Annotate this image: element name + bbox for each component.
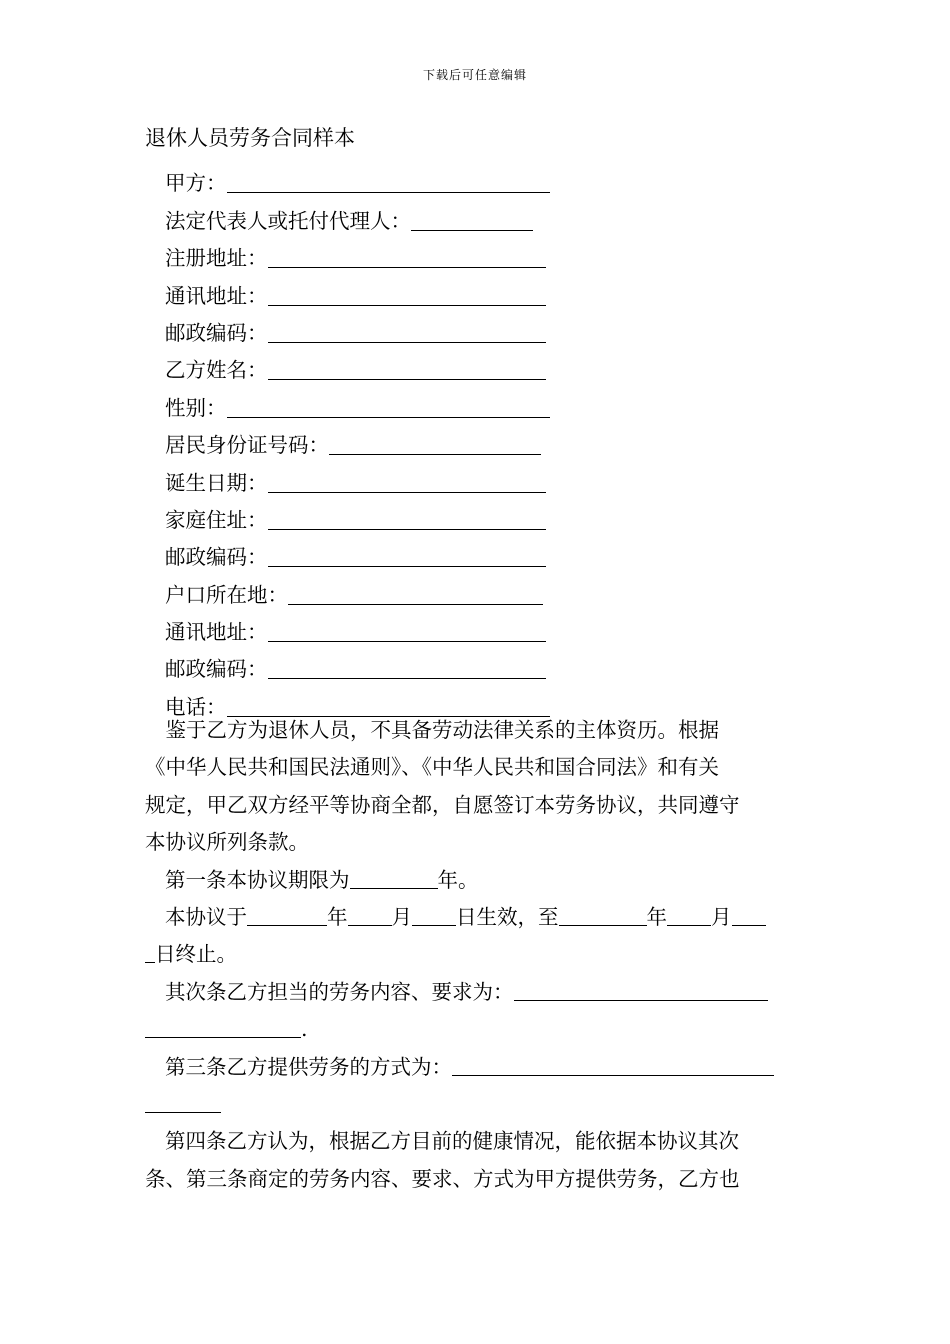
validity-text: 日生效，至 — [456, 904, 559, 929]
field-label: 法定代表人或托付代理人： — [165, 208, 411, 233]
preamble-line: 规定，甲乙双方经平等协商全都，自愿签订本劳务协议，共同遵守 — [145, 792, 740, 817]
field-label: 甲方： — [165, 171, 227, 196]
article-2 — [145, 974, 807, 1011]
field-party-a — [165, 160, 550, 197]
validity-text: 月 — [711, 904, 732, 929]
field-label: 通讯地址： — [165, 620, 268, 645]
field-legal-representative — [165, 197, 550, 234]
preamble-line: 本协议所列条款。 — [145, 830, 309, 855]
article-2-text: 其次条乙方担当的劳务内容、要求为： — [165, 979, 514, 1004]
article-4-line: 第四条乙方认为，根据乙方目前的健康情况，能依据本协议其次 — [165, 1129, 739, 1154]
fill-blank[interactable] — [268, 320, 546, 343]
field-label: 家庭住址： — [165, 507, 268, 532]
end-day-blank-cont[interactable] — [145, 940, 155, 963]
field-label: 邮政编码： — [165, 320, 268, 345]
article-2-end: . — [301, 1017, 308, 1042]
end-day-blank[interactable] — [732, 903, 766, 926]
article-3-text: 第三条乙方提供劳务的方式为： — [165, 1054, 452, 1079]
validity-text: 日终止。 — [155, 942, 237, 967]
field-mailing-address — [165, 272, 550, 309]
article-1 — [145, 862, 807, 899]
field-gender — [165, 384, 550, 421]
field-registered-address — [165, 235, 550, 272]
field-label: 邮政编码： — [165, 657, 268, 682]
field-home-address — [165, 497, 550, 534]
term-years-blank[interactable] — [350, 866, 438, 889]
labor-content-blank-cont[interactable] — [145, 1015, 301, 1038]
field-postal-code — [165, 310, 550, 347]
fill-blank[interactable] — [268, 507, 546, 530]
document-title: 退休人员劳务合同样本 — [145, 126, 355, 150]
preamble-line: 鉴于乙方为退休人员，不具备劳动法律关系的主体资历。根据 — [145, 718, 719, 742]
party-info-fields — [165, 160, 550, 721]
article-2-cont — [145, 1011, 807, 1048]
fill-blank[interactable] — [268, 656, 546, 679]
fill-blank[interactable] — [268, 245, 546, 268]
field-label: 性别： — [165, 395, 227, 420]
validity-line-2 — [145, 936, 807, 973]
field-mailing-address-2 — [165, 609, 550, 646]
field-postal-code-2 — [165, 534, 550, 571]
end-year-blank[interactable] — [559, 903, 647, 926]
fill-blank[interactable] — [268, 357, 546, 380]
field-birth-date — [165, 459, 550, 496]
article-3 — [145, 1049, 807, 1086]
labor-method-blank-cont[interactable] — [145, 1090, 221, 1113]
field-id-number — [165, 422, 550, 459]
labor-content-blank[interactable] — [514, 978, 768, 1001]
fill-blank[interactable] — [411, 208, 533, 231]
field-label: 电话： — [165, 694, 227, 719]
fill-blank[interactable] — [268, 470, 546, 493]
field-label: 户口所在地： — [165, 582, 288, 607]
field-label: 居民身份证号码： — [165, 433, 329, 458]
labor-method-blank[interactable] — [452, 1053, 774, 1076]
start-day-blank[interactable] — [412, 903, 456, 926]
field-label: 注册地址： — [165, 246, 268, 271]
field-label: 诞生日期： — [165, 470, 268, 495]
fill-blank[interactable] — [268, 283, 546, 306]
start-year-blank[interactable] — [247, 903, 327, 926]
field-label: 通讯地址： — [165, 283, 268, 308]
validity-text: 年 — [327, 904, 348, 929]
end-month-blank[interactable] — [667, 903, 711, 926]
fill-blank[interactable] — [227, 170, 550, 193]
preamble-line: 《中华人民共和国民法通则》、《中华人民共和国合同法》和有关 — [145, 755, 719, 780]
field-household-registration — [165, 571, 550, 608]
article-1-suffix: 年。 — [437, 867, 479, 892]
validity-text: 年 — [646, 904, 667, 929]
fill-blank[interactable] — [268, 544, 546, 567]
validity-text: 本协议于 — [165, 904, 247, 929]
field-label: 乙方姓名： — [165, 358, 268, 383]
field-postal-code-3 — [165, 646, 550, 683]
start-month-blank[interactable] — [348, 903, 392, 926]
article-3-cont — [145, 1086, 807, 1123]
validity-line — [145, 899, 807, 936]
article-4-line: 条、第三条商定的劳务内容、要求、方式为甲方提供劳务，乙方也 — [145, 1166, 740, 1191]
field-party-b-name — [165, 347, 550, 384]
field-label: 邮政编码： — [165, 545, 268, 570]
fill-blank[interactable] — [329, 432, 541, 455]
validity-text: 月 — [391, 904, 412, 929]
fill-blank[interactable] — [288, 582, 543, 605]
fill-blank[interactable] — [268, 619, 546, 642]
article-1-prefix: 第一条本协议期限为 — [165, 867, 350, 892]
header-note: 下载后可任意编辑 — [422, 68, 527, 82]
fill-blank[interactable] — [227, 395, 550, 418]
contract-body — [145, 712, 807, 1198]
